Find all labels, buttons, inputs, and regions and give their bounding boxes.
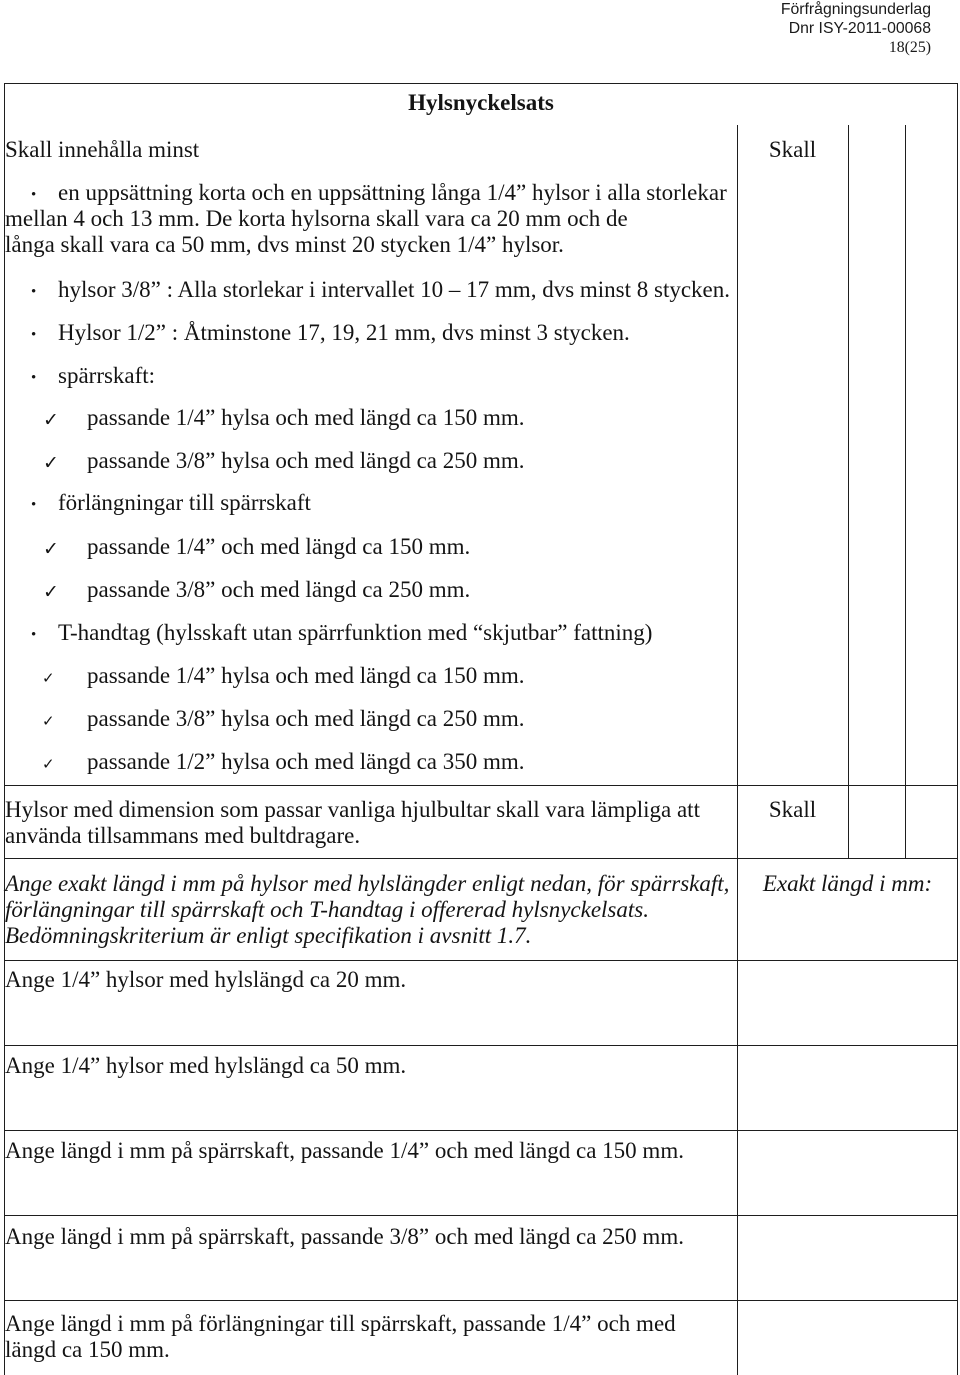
bullet-icon xyxy=(31,182,36,208)
list-item-text: spärrskaft: xyxy=(58,363,156,388)
section-title: Hylsnyckelsats xyxy=(408,90,554,115)
requirement-text: använda tillsammans med bultdragare. xyxy=(5,823,361,848)
column-divider xyxy=(905,125,906,858)
list-item-text: mellan 4 och 13 mm. De korta hylsorna skall vara ca 20 mm och de xyxy=(5,206,628,231)
page-header xyxy=(781,0,931,57)
list-item xyxy=(0,363,737,389)
sub-list-item xyxy=(0,577,737,603)
list-item-text: hylsor 3/8” : Alla storlekar i intervallet 10 – 17 mm, dvs minst 8 stycken. xyxy=(58,277,731,302)
sub-list-item-text: passande 1/2” hylsa och med längd ca 350 mm. xyxy=(87,749,525,774)
sub-list-item xyxy=(0,663,737,689)
instruction-text: Ange exakt längd i mm på hylsor med hylslängder enligt nedan, för spärrskaft, xyxy=(5,871,730,896)
length-row-text: Ange längd i mm på spärrskaft, passande 3/8” och med längd ca 250 mm. xyxy=(5,1224,684,1249)
sub-list-item-text: passande 3/8” hylsa och med längd ca 250 mm. xyxy=(87,706,525,731)
checkmark-icon xyxy=(43,450,59,476)
reference-number: Dnr ISY-2011-00068 xyxy=(788,20,931,37)
row-divider xyxy=(4,1130,958,1131)
requirement-level: Skall xyxy=(768,137,817,162)
length-row-text: Ange längd i mm på spärrskaft, passande 1/4” och med längd ca 150 mm. xyxy=(5,1138,684,1163)
length-row-text: Ange längd i mm på förlängningar till spärrskaft, passande 1/4” och med xyxy=(5,1311,676,1336)
list-item xyxy=(0,180,737,258)
sub-list-item-text: passande 1/4” och med längd ca 150 mm. xyxy=(87,534,471,559)
row-divider xyxy=(4,785,958,786)
sub-list-item xyxy=(0,405,737,431)
row-divider xyxy=(4,1215,958,1216)
checkmark-icon xyxy=(43,536,59,562)
sub-list-item xyxy=(0,448,737,474)
answer-column-header: Exakt längd i mm: xyxy=(762,871,933,896)
sub-list-item-text: passande 1/4” hylsa och med längd ca 150 mm. xyxy=(87,405,525,430)
row-divider xyxy=(4,960,958,961)
list-item xyxy=(0,490,737,516)
list-item-text: förlängningar till spärrskaft xyxy=(58,490,311,515)
checkmark-icon xyxy=(43,579,59,605)
bullet-icon xyxy=(31,492,36,518)
column-divider xyxy=(737,125,738,1375)
checkmark-icon xyxy=(42,665,55,691)
length-row-text: Ange 1/4” hylsor med hylslängd ca 50 mm. xyxy=(5,1053,407,1078)
list-item xyxy=(0,620,737,646)
list-item-text: T-handtag (hylsskaft utan spärrfunktion med “skjutbar” fattning) xyxy=(58,620,653,645)
requirement-text: Hylsor med dimension som passar vanliga hjulbultar skall vara lämpliga att xyxy=(5,797,700,822)
sub-list-item xyxy=(0,749,737,775)
list-item-text: en uppsättning korta och en uppsättning långa 1/4” hylsor i alla storlekar xyxy=(58,180,727,205)
sub-list-item xyxy=(0,534,737,560)
table-border-right xyxy=(957,83,958,1375)
list-item-text: Hylsor 1/2” : Åtminstone 17, 19, 21 mm, dvs minst 3 stycken. xyxy=(58,320,630,345)
checkmark-icon xyxy=(42,751,55,777)
page-number: 18(25) xyxy=(888,39,931,56)
requirement-level: Skall xyxy=(768,797,817,822)
instruction-text: Bedömningskriterium är enligt specifikation i avsnitt 1.7. xyxy=(5,923,532,948)
column-divider xyxy=(848,125,849,858)
bullet-icon xyxy=(31,622,36,648)
instruction-text: förlängningar till spärrskaft och T-handtag i offererad hylsnyckelsats. xyxy=(5,897,649,922)
contents-intro: Skall innehålla minst xyxy=(5,137,200,162)
length-row-text: längd ca 150 mm. xyxy=(5,1337,170,1362)
table-border-top xyxy=(4,83,958,84)
list-item-text: långa skall vara ca 50 mm, dvs minst 20 stycken 1/4” hylsor. xyxy=(5,232,564,257)
checkmark-icon xyxy=(42,708,55,734)
list-item xyxy=(0,320,737,346)
bullet-icon xyxy=(31,322,36,348)
row-divider xyxy=(4,1300,958,1301)
list-item xyxy=(0,277,737,303)
sub-list-item xyxy=(0,706,737,732)
length-row-text: Ange 1/4” hylsor med hylslängd ca 20 mm. xyxy=(5,967,407,992)
sub-list-item-text: passande 3/8” och med längd ca 250 mm. xyxy=(87,577,471,602)
document-type: Förfrågningsunderlag xyxy=(780,1,931,18)
row-divider xyxy=(4,1045,958,1046)
sub-list-item-text: passande 3/8” hylsa och med längd ca 250 mm. xyxy=(87,448,525,473)
bullet-icon xyxy=(31,279,36,305)
sub-list-item-text: passande 1/4” hylsa och med längd ca 150 mm. xyxy=(87,663,525,688)
row-divider xyxy=(4,858,958,859)
checkmark-icon xyxy=(43,407,59,433)
bullet-icon xyxy=(31,365,36,391)
